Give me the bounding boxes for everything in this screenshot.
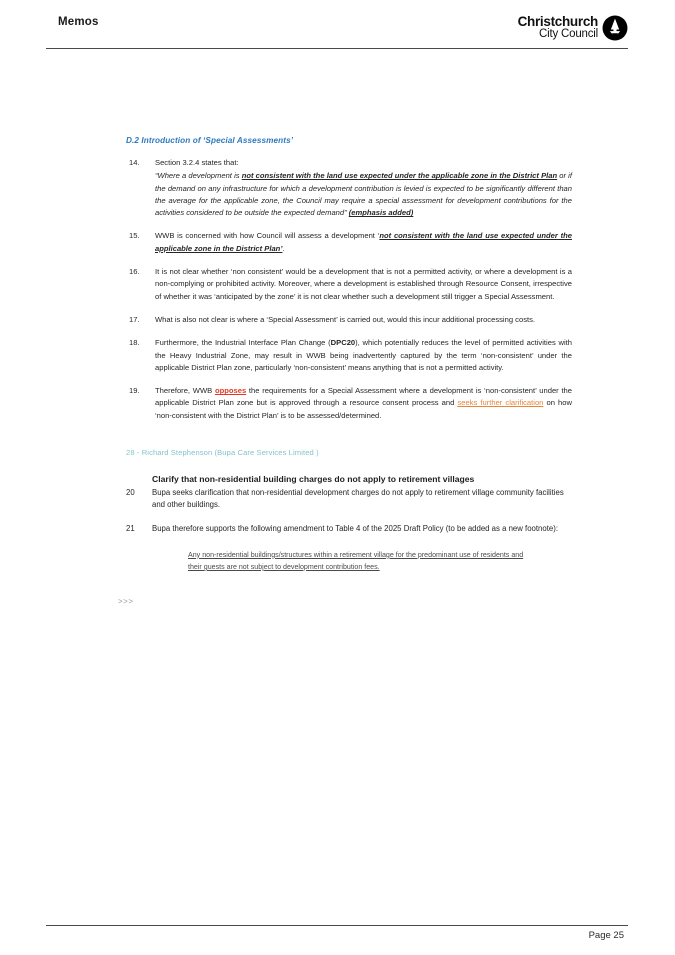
clause-body — [155, 337, 572, 374]
submitter-heading: 28 - Richard Stephenson (Bupa Care Services Limited ) — [126, 448, 319, 458]
submission-point-heading: Clarify that non-residential building charges do not apply to retirement villages — [152, 474, 475, 485]
clause-number: 14. — [129, 158, 140, 167]
header-title: Memos — [58, 16, 99, 28]
clause-number: 19. — [129, 386, 140, 396]
clause-body — [155, 157, 572, 219]
page-footer — [46, 925, 628, 941]
quote-part-emphasis-added: (emphasis added) — [348, 208, 414, 218]
clause-14 — [126, 157, 572, 219]
clause-18-part-1: Furthermore, the Industrial Interface Plan Change ( — [155, 338, 331, 348]
clause-19-opposes-highlight: opposes — [214, 386, 247, 396]
footer-divider — [46, 925, 628, 926]
clause-18-part-2: ), which potentially reduces the level of permitted activities with the Heavy Industrial Zone, may result in WWB being inadvertently captured by the term ‘non-consistent’ under the applicable District Plan zone, particularly ‘non-consistent’ means anything that is not a permitted activity. — [155, 338, 572, 372]
clause-number: 18. — [129, 338, 140, 348]
quote-part-emphasis: not consistent with the land use expected under the applicable zone in the District Plan — [241, 171, 558, 181]
clause-14-lead: Section 3.2.4 states that: — [155, 158, 239, 167]
clause-19 — [126, 385, 572, 422]
header-divider — [46, 48, 628, 49]
clause-15-emphasis: not consistent with the land use expected under the applicable zone in the District Plan’ — [155, 231, 572, 253]
christchurch-city-council-logo-icon — [602, 15, 628, 41]
section-heading: D.2 Introduction of ‘Special Assessments’ — [126, 136, 294, 145]
quote-part-1: “Where a development is — [155, 171, 242, 181]
page-number: Page 25 — [588, 930, 624, 941]
clause-19-part-3: on how ‘non-consistent with the District Plan’ is to be assessed/determined. — [155, 398, 572, 420]
clause-19-part-2: the requirements for a Special Assessment where a development is ‘non-consistent’ under the applicable District Plan zone but is approved through a resource consent process and — [155, 386, 573, 408]
clause-number: 21 — [126, 523, 135, 533]
clause-15-part-2: . — [282, 243, 285, 253]
clause-20 — [126, 487, 572, 511]
clause-number: 17. — [129, 314, 140, 324]
clause-body: Bupa therefore supports the following amendment to Table 4 of the 2025 Draft Policy (to be added as a new footnote): — [152, 523, 558, 533]
continuation-marker: >>> — [118, 597, 134, 607]
brand-wordmark — [518, 15, 598, 40]
clause-body: It is not clear whether ‘non consistent’ would be a development that is not a permitted activity, or where a development is a non-complying or prohibited activity. Moreover, where a development is established through Resource Consent, irrespective of whether it was ‘anticipated by the zone’ it is not clear whether such a development still trigger a Special Assessment. — [155, 267, 572, 301]
clause-19-seeks-clarification-highlight: seeks further clarification — [457, 398, 544, 408]
clause-body: What is also not clear is where a ‘Special Assessment’ is carried out, would this incur additional processing costs. — [155, 314, 536, 324]
clause-number: 20 — [126, 488, 135, 498]
clause-16 — [126, 266, 572, 303]
clause-17 — [126, 314, 572, 326]
brand-line-christchurch: Christchurch — [517, 13, 598, 29]
clause-19-part-1: Therefore, WWB — [155, 386, 215, 396]
page-header — [46, 14, 628, 52]
clause-body — [155, 230, 572, 255]
clause-15 — [126, 230, 572, 255]
clause-body: Bupa seeks clarification that non-residential development charges do not apply to retirement village community facilities and other buildings. — [152, 488, 564, 510]
clause-15-part-1: WWB is concerned with how Council will assess a development ‘ — [155, 231, 380, 241]
clause-18-dpc20: DPC20 — [330, 338, 356, 348]
clause-21 — [126, 523, 572, 535]
brand-line-city-council: City Council — [539, 27, 598, 40]
clause-body — [155, 385, 572, 422]
clause-number: 15. — [129, 231, 140, 241]
clause-number: 16. — [129, 267, 140, 277]
clause-18 — [126, 337, 572, 374]
brand-lockup — [518, 14, 628, 41]
clause-14-quote — [155, 170, 572, 219]
quote-part-2: or if the demand on any infrastructure for which a development contribution is levied is expected to be significantly different than the average for the applicable zone, the Council may require a special assessment for development contributions for the activities considered to be outside the expected demand” — [155, 171, 572, 218]
document-content — [118, 136, 573, 607]
proposed-footnote-text: Any non-residential buildings/structures within a retirement village for the predominant use of residents and their guests are not subject to development contribution fees. — [188, 550, 524, 571]
